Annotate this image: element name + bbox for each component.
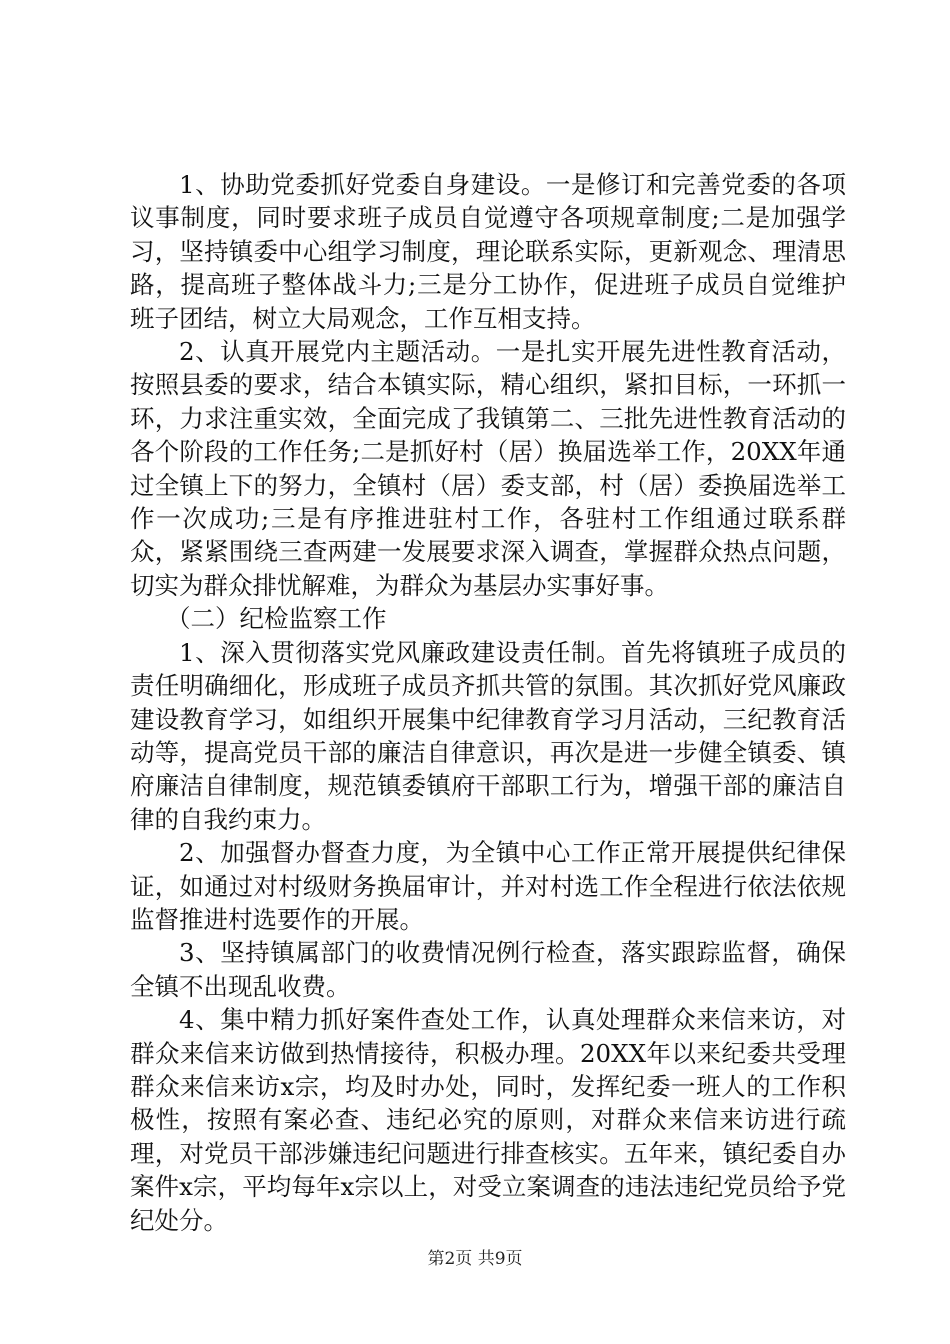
document-body	[130, 168, 846, 1237]
paragraph-supervision-inspection: 2、加强督办督查力度，为全镇中心工作正常开展提供纪律保证，如通过对村级财务换届审计，并对村选工作全程进行依法依规监督推进村选要作的开展。	[130, 838, 846, 934]
paragraph-fee-inspection: 3、坚持镇属部门的收费情况例行检查，落实跟踪监督，确保全镇不出现乱收费。	[130, 938, 846, 1001]
paragraph-party-self-building: 1、协助党委抓好党委自身建设。一是修订和完善党委的各项议事制度，同时要求班子成员自觉遵守各项规章制度;二是加强学习，坚持镇委中心组学习制度，理论联系实际，更新观念、理清思路，提高班子整体战斗力;三是分工协作，促进班子成员自觉维护班子团结，树立大局观念，工作互相支持。	[130, 170, 846, 333]
section-heading-discipline-inspection: （二）纪检监察工作	[166, 604, 387, 634]
page-number-footer: 第2页 共9页	[427, 1249, 523, 1269]
paragraph-integrity-responsibility: 1、深入贯彻落实党风廉政建设责任制。首先将镇班子成员的责任明确细化，形成班子成员齐抓共管的氛围。其次抓好党风廉政建设教育学习，如组织开展集中纪律教育学习月活动，三纪教育活动等，提高党员干部的廉洁自律意识，再次是进一步健全镇委、镇府廉洁自律制度，规范镇委镇府干部职工行为，增强干部的廉洁自律的自我约束力。	[130, 637, 846, 834]
paragraph-party-theme-activities: 2、认真开展党内主题活动。一是扎实开展先进性教育活动，按照县委的要求，结合本镇实际，精心组织，紧扣目标，一环抓一环，力求注重实效，全面完成了我镇第二、三批先进性教育活动的各个阶段的工作任务;二是抓好村（居）换届选举工作，20XX年通过全镇上下的努力，全镇村（居）委支部，村（居）委换届选举工作一次成功;三是有序推进驻村工作，各驻村工作组通过联系群众，紧紧围绕三查两建一发展要求深入调查，掌握群众热点问题，切实为群众排忧解难，为群众为基层办实事好事。	[130, 337, 846, 600]
paragraph-case-handling: 4、集中精力抓好案件查处工作，认真处理群众来信来访，对群众来信来访做到热情接待，积极办理。20XX年以来纪委共受理群众来信来访x宗，均及时办处，同时，发挥纪委一班人的工作积极性，按照有案必查、违纪必究的原则，对群众来信来访进行疏理，对党员干部涉嫌违纪问题进行排查核实。五年来，镇纪委自办案件x宗，平均每年x宗以上，对受立案调查的违法违纪党员给予党纪处分。	[130, 1005, 846, 1235]
